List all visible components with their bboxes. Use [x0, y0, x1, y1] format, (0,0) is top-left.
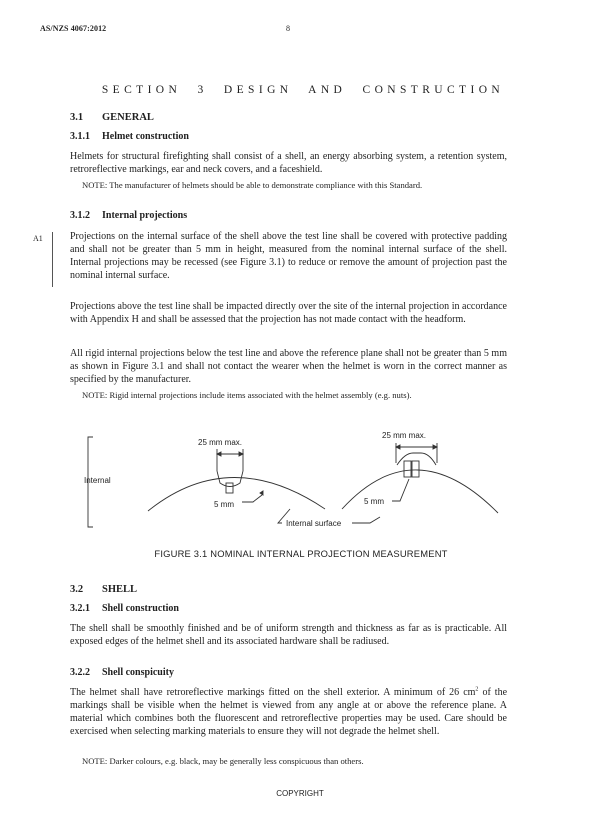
label-internal: Internal — [84, 476, 111, 485]
right-bump — [397, 453, 436, 465]
left-recess — [217, 471, 243, 487]
figure-3-1-diagram — [60, 405, 540, 560]
paragraph-projections-3: All rigid internal projections below the test line and above the reference plane shall not be greater than 5 mm as shown in Figure 3.1 and shall not contact the wearer when the helmet is worn in the correct manner as specified by the manufacturer. — [70, 348, 507, 385]
heading-3-1 — [70, 112, 154, 123]
paragraph-projections-1: Projections on the internal surface of the shell above the test line shall be covered with protective padding and shall not be greater than 5 mm in height, measured from the nominal internal surface of the shell. Internal projections may be recessed (see Figure 3.1) to reduce or remove the amount of projection past the nominal internal surface. — [70, 231, 507, 281]
amendment-marker: A1 — [33, 234, 43, 243]
heading-3-1-2 — [70, 210, 187, 221]
left-shell-curve — [148, 477, 325, 511]
internal-surface-leader-right — [352, 517, 380, 523]
heading-text: Shell construction — [102, 603, 179, 614]
figure-caption: FIGURE 3.1 NOMINAL INTERNAL PROJECTION MEASUREMENT — [154, 548, 448, 559]
heading-3-1-1 — [70, 131, 189, 142]
heading-number: 3.2.2 — [70, 667, 90, 678]
left-5mm-leader — [242, 495, 262, 502]
heading-text: SHELL — [102, 584, 138, 595]
heading-number: 3.1 — [70, 112, 84, 123]
label-25mm-right: 25 mm max. — [382, 431, 427, 440]
section-title: SECTION 3 DESIGN AND CONSTRUCTION — [101, 84, 505, 96]
standard-designation: AS/NZS 4067:2012 — [40, 24, 107, 33]
heading-3-2-1 — [70, 603, 179, 614]
amendment-bar — [52, 232, 53, 287]
heading-number: 3.1.1 — [70, 131, 90, 142]
note-projections: NOTE: Rigid internal projections include items associated with the helmet assembly (e.g. nuts). — [82, 390, 412, 400]
right-shell-curve — [342, 470, 498, 513]
heading-3-2-2 — [70, 667, 174, 678]
label-25mm-left: 25 mm max. — [198, 438, 243, 447]
heading-text: GENERAL — [102, 112, 154, 123]
heading-number: 3.2.1 — [70, 603, 90, 614]
heading-number: 3.1.2 — [70, 210, 90, 221]
left-projection — [226, 483, 233, 493]
heading-text: Internal projections — [102, 210, 188, 221]
footer-copyright: COPYRIGHT — [276, 789, 324, 798]
conspicuity-text-start: The helmet shall have retroreflective markings fitted on the shell exterior. A minimum of 26 cm — [70, 687, 476, 698]
paragraph-shell-conspicuity — [70, 686, 507, 738]
conspicuity-text-end: of the markings shall be visible when the helmet is viewed from any angle at or above the reference plane. A material which combines both the fluorescent and retroreflective properties may be used. Care should be exercised when selecting marking materials to ensure they will not degrade the helmet shell. — [70, 687, 508, 737]
heading-text: Helmet construction — [102, 131, 189, 142]
heading-text: Shell conspicuity — [102, 667, 174, 678]
right-5mm-leader — [392, 479, 409, 501]
label-internal-surface: Internal surface — [286, 519, 342, 528]
heading-number: 3.2 — [70, 584, 84, 595]
right-projection-b — [412, 461, 419, 477]
paragraph-shell-construction: The shell shall be smoothly finished and be of uniform strength and thickness as far as is practicable. All exposed edges of the helmet shell and its associated hardware shall be radiused. — [70, 623, 507, 647]
page-number: 8 — [286, 24, 290, 33]
label-5mm-left: 5 mm — [214, 500, 234, 509]
note-shell-conspicuity: NOTE: Darker colours, e.g. black, may be generally less conspicuous than others. — [82, 756, 364, 766]
right-projection-a — [404, 461, 411, 477]
paragraph-projections-2: Projections above the test line shall be impacted directly over the site of the internal projection in accordance with Appendix H and shall be assessed that the projection has not made contact with the headform. — [70, 301, 507, 325]
left-5mm-arrow — [260, 491, 263, 495]
heading-3-2 — [70, 584, 137, 595]
label-5mm-right: 5 mm — [364, 497, 384, 506]
paragraph-helmet-construction: Helmets for structural firefighting shall consist of a shell, an energy absorbing system, a retention system, retroreflective markings, ear and neck covers, and a faceshield. — [70, 151, 507, 175]
note-helmet-construction: NOTE: The manufacturer of helmets should be able to demonstrate compliance with this Standard. — [82, 180, 423, 190]
superscript-2: 2 — [475, 686, 479, 693]
